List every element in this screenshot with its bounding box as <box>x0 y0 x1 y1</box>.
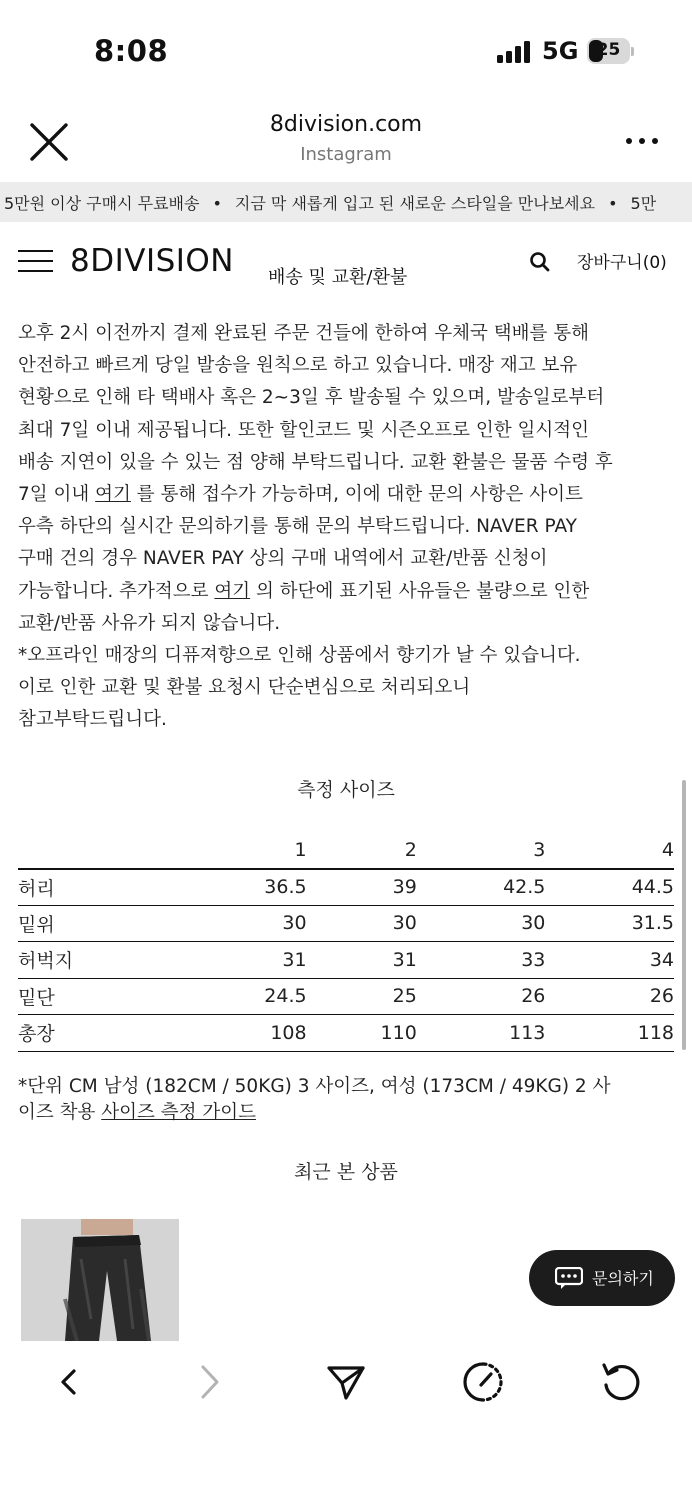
reload-icon[interactable] <box>600 1361 642 1403</box>
shipping-policy-text <box>18 318 678 737</box>
table-cell: 30 <box>521 912 546 935</box>
marquee-item: 지금 막 새롭게 입고 된 새로운 스타일을 만나보세요 <box>234 194 596 213</box>
recent-product-thumbnail[interactable] <box>21 1219 179 1341</box>
search-icon[interactable] <box>529 251 551 273</box>
table-cell: 31 <box>282 948 307 971</box>
recent-products-title: 최근 본 상품 <box>294 1161 398 1183</box>
row-label: 허리 <box>18 877 55 900</box>
speed-icon[interactable] <box>462 1361 504 1403</box>
policy-line <box>18 479 678 511</box>
marquee-separator: • <box>608 194 618 213</box>
more-icon[interactable] <box>626 138 660 148</box>
policy-text: 가능합니다. 추가적으로 <box>18 580 215 602</box>
policy-line <box>18 576 678 608</box>
table-cell: 33 <box>521 948 546 971</box>
table-header-cell: 3 <box>533 838 546 861</box>
policy-line: *오프라인 매장의 디퓨져향으로 인해 상품에서 향기가 날 수 있습니다. <box>18 645 581 667</box>
battery-level: 25 <box>596 40 621 60</box>
table-header-cell: 4 <box>661 838 674 861</box>
status-time: 8:08 <box>94 34 169 68</box>
table-cell: 26 <box>649 985 674 1008</box>
table-cell: 25 <box>392 985 417 1008</box>
inquiry-label: 문의하기 <box>592 1269 654 1288</box>
table-cell: 110 <box>380 1021 417 1044</box>
table-row <box>18 905 674 942</box>
exclusion-reasons-link[interactable]: 여기 <box>214 580 251 602</box>
table-header-cell: 1 <box>294 838 307 861</box>
policy-line: 우측 하단의 실시간 문의하기를 통해 문의 부탁드립니다. NAVER PAY <box>18 516 577 538</box>
inquiry-button[interactable] <box>529 1250 675 1306</box>
row-label: 밑위 <box>18 913 55 936</box>
table-cell: 30 <box>392 912 417 935</box>
site-header <box>0 222 692 300</box>
scrollbar[interactable] <box>682 780 686 1050</box>
row-label: 밑단 <box>18 986 55 1009</box>
table-cell: 118 <box>637 1021 674 1044</box>
table-cell: 24.5 <box>264 985 307 1008</box>
table-cell: 36.5 <box>264 876 307 898</box>
marquee-separator: • <box>212 194 222 213</box>
policy-line: 안전하고 빠르게 당일 발송을 원칙으로 하고 있습니다. 매장 재고 보유 <box>18 355 578 377</box>
back-icon[interactable] <box>48 1361 90 1403</box>
exchange-request-link[interactable]: 여기 <box>95 484 131 506</box>
policy-line: 참고부탁드립니다. <box>18 709 167 731</box>
table-cell: 31.5 <box>631 912 674 935</box>
table-cell: 108 <box>270 1021 307 1044</box>
status-bar <box>0 0 692 100</box>
policy-line: 교환/반품 사유가 되지 않습니다. <box>18 612 281 634</box>
cart-link[interactable]: 장바구니(0) <box>577 253 667 273</box>
table-cell: 31 <box>392 948 417 971</box>
table-row <box>18 978 674 1015</box>
table-row <box>18 942 674 979</box>
size-note <box>18 1074 678 1126</box>
table-cell: 42.5 <box>503 876 546 898</box>
note-text: 이즈 착용 <box>18 1102 102 1123</box>
note-line <box>18 1100 678 1126</box>
row-label: 총장 <box>18 1023 55 1046</box>
page-title: 배송 및 교환/환불 <box>268 267 408 288</box>
policy-text: 7일 이내 <box>18 484 96 506</box>
url-title: 8division.com <box>269 112 423 137</box>
table-cell: 34 <box>649 948 674 971</box>
policy-text: 의 하단에 표기된 사유들은 불량으로 인한 <box>250 580 590 602</box>
table-header-cell <box>18 832 178 869</box>
policy-line: 최대 7일 이내 제공됩니다. 또한 할인코드 및 시즌오프로 인한 일시적인 <box>18 419 589 441</box>
row-label: 허벅지 <box>18 950 74 973</box>
table-row <box>18 869 674 906</box>
browser-header <box>0 100 692 182</box>
policy-text: 를 통해 접수가 가능하며, 이에 대한 문의 사항은 사이트 <box>130 484 583 506</box>
table-header-row <box>18 832 674 869</box>
browser-toolbar <box>0 1341 692 1500</box>
table-cell: 113 <box>509 1021 546 1044</box>
policy-line: 오후 2시 이전까지 결제 완료된 주문 건들에 한하여 우체국 택배를 통해 <box>18 323 589 344</box>
size-table-title: 측정 사이즈 <box>297 779 395 801</box>
table-cell: 39 <box>392 876 417 898</box>
marquee-item: 5만원 이상 구매시 무료배송 <box>4 194 200 213</box>
policy-line: 배송 지연이 있을 수 있는 점 양해 부탁드립니다. 교환 환불은 물품 수령 후 <box>18 451 613 473</box>
table-cell: 30 <box>282 912 307 935</box>
size-table <box>18 832 674 1052</box>
note-line: *단위 CM 남성 (182CM / 50KG) 3 사이즈, 여성 (173CM / 49KG) 2 사 <box>18 1076 611 1097</box>
table-header-cell: 2 <box>404 838 417 861</box>
url-source: Instagram <box>300 144 392 165</box>
policy-line: 이로 인한 교환 및 환불 요청시 단순변심으로 처리되오니 <box>18 677 471 699</box>
network-label: 5G <box>542 37 579 65</box>
share-icon[interactable] <box>325 1361 367 1403</box>
policy-line: 현황으로 인해 타 택배사 혹은 2~3일 후 발송될 수 있으며, 발송일로부터 <box>18 387 605 409</box>
battery-icon <box>587 38 635 66</box>
menu-icon[interactable] <box>18 250 53 272</box>
signal-icon <box>497 41 531 63</box>
policy-line: 구매 건의 경우 NAVER PAY 상의 구매 내역에서 교환/반품 신청이 <box>18 548 548 570</box>
chat-icon <box>555 1267 583 1289</box>
size-guide-link[interactable]: 사이즈 측정 가이드 <box>101 1102 256 1123</box>
table-cell: 26 <box>521 985 546 1008</box>
table-row <box>18 1015 674 1052</box>
table-cell: 44.5 <box>631 876 674 898</box>
forward-icon[interactable] <box>188 1361 230 1403</box>
promo-marquee <box>0 182 692 222</box>
marquee-item: 5만 <box>630 194 657 213</box>
site-logo[interactable]: 8DIVISION <box>70 243 234 279</box>
